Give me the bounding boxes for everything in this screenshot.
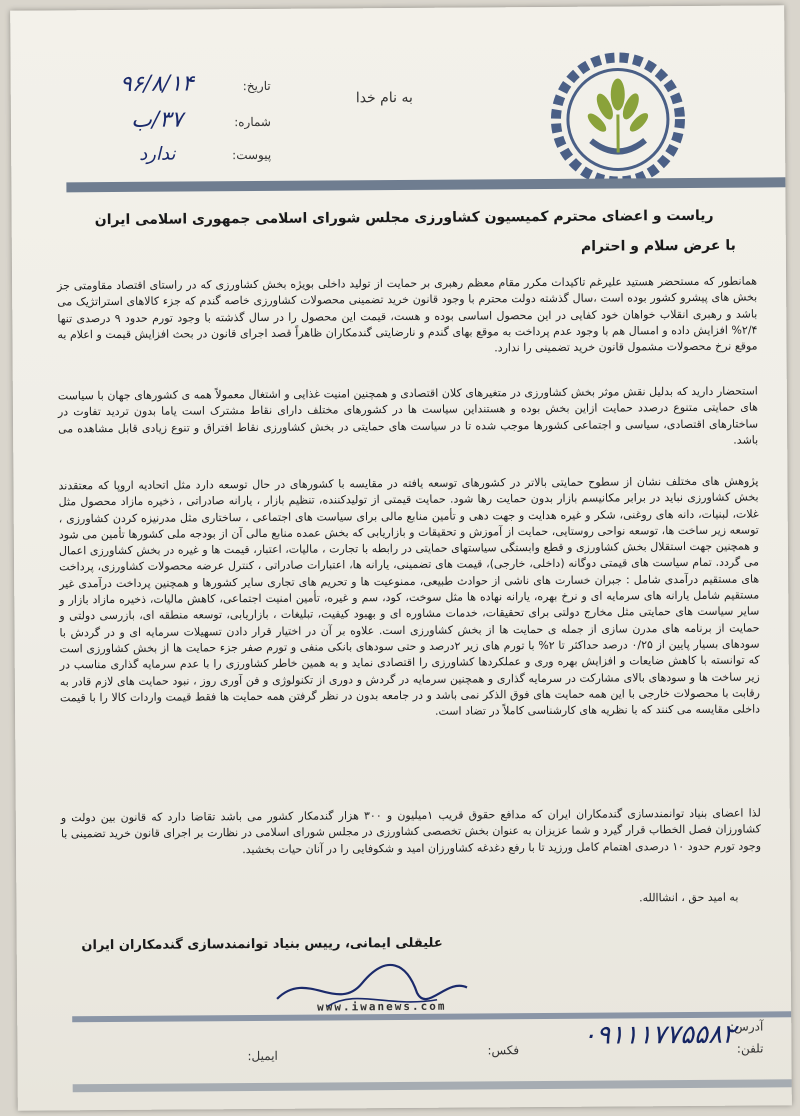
date-label: تاریخ: — [242, 78, 271, 94]
foundation-logo — [542, 44, 693, 195]
number-value: ۳۷/ب — [131, 107, 184, 133]
paragraph-4: لذا اعضای بنیاد توانمندسازی گندمکاران ایران که مدافع حقوق قریب ۱میلیون و ۳۰۰ هزار گندمکار کشور می باشد تقاضا دارد که قانون بین دولت و کشاورزان فصل الخطاب قرار گیرد و شما عزیزان به عنوان بخش تخصصی کشاورزی در مجلس شورای اسلامی در نظارت بر اجرای قانون خرید تضمینی با وجود تورم حدود ۱۰ درصدی اهتمام کامل ورزید تا با رفع دغدغه کشاورزان امید و شکوفایی را در آنان حیات بخشید. — [60, 806, 762, 856]
attachment-value: ندارد — [139, 143, 176, 165]
number-label: شماره: — [234, 114, 272, 130]
email-label: ایمیل: — [247, 1048, 278, 1064]
date-value: ۹۶/۸/۱۴ — [119, 71, 194, 97]
attachment-row — [91, 143, 271, 165]
bottom-band — [73, 1079, 792, 1092]
number-row — [91, 107, 271, 133]
fax-label: فکس: — [487, 1043, 520, 1058]
greeting: با عرض سلام و احترام — [580, 237, 736, 255]
paragraph-2: استحضار دارید که بدلیل نقش موثر بخش کشاورزی در متغیرهای کلان اقتصادی و همچنین امنیت غذایی و اشتغال معمولاً همه ی کشورهای جهان با سیاست های حمایتی متنوع درصدد حمایت ازاین بخش بوده و هستنداین سیاست ها در کشورهای مختلف دارای نقاط مشترک است یاما بدون تردید تفاوت در ساختارهای اقتصادی، سیاسی و اجتماعی کشورها موجب شده تا در سیاست های حمایتی در بخش کشاورزی نقاط افتراق و تنوع زیادی قابل مشاهده می باشد. — [57, 384, 759, 447]
attachment-label: پیوست: — [232, 147, 272, 163]
addressee: ریاست و اعضای محترم کمیسیون کشاورزی مجلس شورای اسلامی جمهوری اسلامی ایران — [94, 207, 714, 229]
paragraph-3: پژوهش های مختلف نشان از سطوح حمایتی بالاتر در کشورهای توسعه یافته در مقایسه با کشورهای در حال توسعه دارد مثل اتحادیه اروپا که معتقدند بخش کشاورزی نباید در برابر مکانیسم بازار بدون حمایت رها شود. حمایت قیمتی از تولیدکننده، تنظیم بازار ، یارانه صادراتی ، ذخیره مازاد محصول مثل غلات، لبنیات، دانه های روغنی، شکر و غیره هدایت و جهت دهی و تأمین منابع مالی برای سیاست های اجتماعی ، ساختاری مثل مدرنیزه کردن کشاورزی ، توسعه زیر ساخت ها، توسعه نواحی روستایی، حمایت از آموزش و تحقیقات و بازاریابی که بخش عمده منابع مالی آن از بودجه ملی کشورها تأمین می شود و همچنین جهت استقلال بخش کشاورزی و قطع وابستگی سیاستهای حمایتی در رابطه با تجارت ، مالیات، اعتبار، قیمت ها و غیره در بخش کشاورزی اعمال می گردد. تمام سیاست های قیمتی دوگانه (داخلی، خارجی)، قیمت های تضمینی، یارانه ها، اعتبارات صادراتی ، کنترل عرضه محصولات کشاورزی، پرداخت های مستقیم درآمدی شامل : جبران خسارت های ناشی از حوادث طبیعی، ممنوعیت ها و تحریم های تجاری سایر کشورها و همچنین پرداخت درآمدی غیر مستقیم شامل یارانه های سرمایه ای و نرخ بهره، یارانه نهاده ها مثل سوخت، کود، سم و غیره، تأمین امنیت اجتماعی، کاهش مالیات، ذخیره مازاد بازار و سایر سیاست های حمایتی مثل مخارج دولتی برای تحقیقات، خدمات مشاوره ای و بهبود کیفیت، تبلیغات ، بازاریابی، توسعه منطقه ای، بازرسی دولتی و حمایت از برنامه های مدرن سازی از جمله ی حمایت ها از بخش کشاورزی است. علاوه بر آن در اختیار قرار دادن تسهیلات سرمایه ای و در گردش با سودهای بسیار پایین از ۰/۲۵ درصد حداکثر تا ۲% با تورم های زیر ۲درصد و حتی سودهای بانکی منفی و تورم صفر جزء حمایت ها از بخش کشاورزی است که توانسته با کاهش ضایعات و افزایش بهره وری و عملکردها کشاورزی را اقتصادی نماید و به همین خاطر کشاورزی را با عدم سرمایه گذاری مناسب در زیر ساخت ها و سودهای بالای مشارکت در سرمایه گذاری و همچنین سرمایه در گردش و دوری از تکنولوژی و فن آوری روز ، نبود حمایت های لازم قادر به رقابت با محصولات خارجی با این همه حمایت های فوق الذکر نمی باشد و در جامعه بدون در نظر گرفتن همه حمایت ها فقط قیمت واردات کالا را با قیمت داخلی مقایسه می کنند که با نظریه های کارشناسی کاملاً در تضاد است. — [58, 474, 761, 718]
signer-name: علیقلی ایمانی، رییس بنیاد توانمندسازی گندمکاران ایران — [81, 935, 443, 954]
phone-label: تلفن: — [736, 1041, 764, 1056]
bismillah: به نام خدا — [355, 89, 413, 107]
paragraph-1: همانطور که مستحضر هستید علیرغم تاکیدات مکرر مقام معظم رهبری بر حمایت از تولید داخلی بویژه بخش کشاورزی که در راستای اقتصاد مقاومتی جز بخش های پیشرو کشور بوده است ،سال گذشته دولت محترم با وجود قانون خرید تضمینی محصولات کشاورزی خاصه گندم که جزء کالاهای استراتژیک می باشد و رهبری انقلاب خواهان خود کفایی در این محصول اساسی بوده و هست، قیمت این محصول را در سال گذشته با وجود تورم حدود ۹ درصدی تنها ۲/۴% افزایش داده و امسال هم با وجود عدم پرداخت به موقع بهای گندم و نارضایتی گندمکاران ظاهراً قصد اجرای قانون در بحث افزایش قیمت و اعلام به موقع نرخ محصولات مشمول قانون خرید تضمینی را ندارد. — [57, 274, 758, 355]
phone-value: ۰۹۱۱۱۷۷۵۵۸۲ — [582, 1019, 737, 1051]
closing: به امید حق ، انشاالله. — [639, 890, 739, 905]
date-row — [91, 71, 271, 97]
address-label: آدرس: — [730, 1019, 764, 1034]
website: www.iwanews.com — [317, 999, 447, 1014]
letter-page — [10, 5, 792, 1110]
